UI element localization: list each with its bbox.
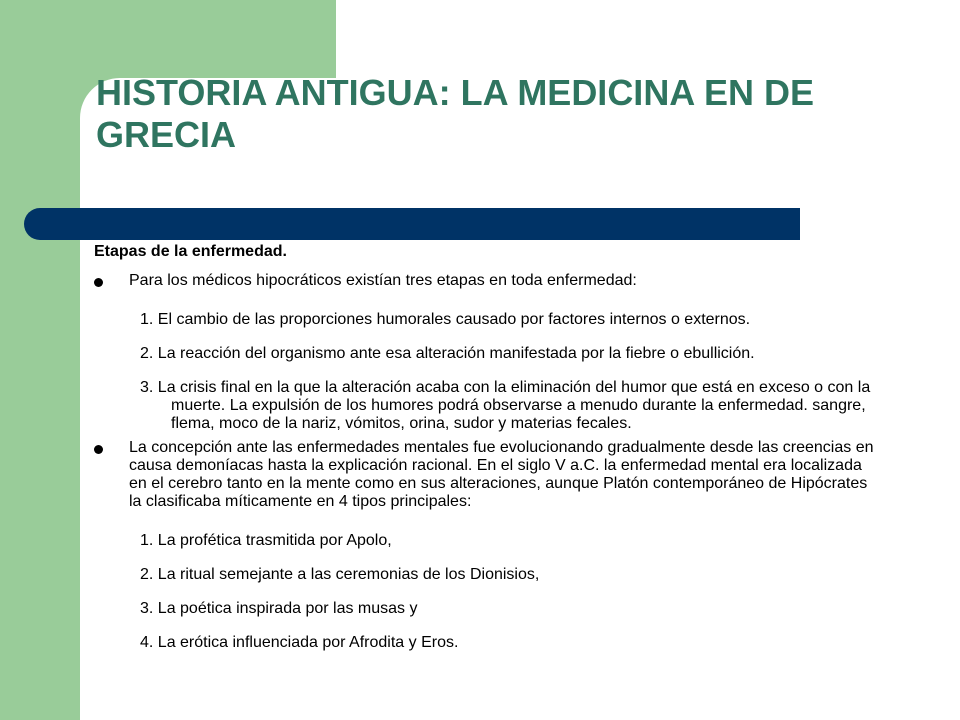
- bullet-mental-illness: La concepción ante las enfermedades mentales fue evolucionando gradualmente desde las creencias en causa demoníacas hasta la explicación racional. En el siglo V a.C. la enfermedad mental era localizada en el cerebro tanto en la mente como en sus alteraciones, aunque Platón contemporáneo de Hipócrates la clasificaba míticamente en 4 tipos principales:: [94, 439, 884, 511]
- slide-title: HISTORIA ANTIGUA: LA MEDICINA EN DE GRECIA: [96, 72, 814, 155]
- stage-item: 3. La crisis final en la que la alteración acaba con la eliminación del humor que está en exceso o con la muerte. La expulsión de los humores podrá observarse a menudo durante la enfermedad. sangre, flema, moco de la nariz, vómitos, orina, sudor y materias fecales.: [140, 379, 871, 432]
- type-item: 3. La poética inspirada por las musas y: [140, 600, 418, 617]
- type-item: 4. La erótica influenciada por Afrodita y Eros.: [140, 634, 459, 651]
- stage-item: 2. La reacción del organismo ante esa alteración manifestada por la fiebre o ebullición.: [140, 345, 755, 362]
- stage-item: 1. El cambio de las proporciones humorales causado por factores internos o externos.: [140, 311, 751, 328]
- bullet-stages-intro: Para los médicos hipocráticos existían tres etapas en toda enfermedad:: [94, 272, 884, 290]
- slide-body: [94, 243, 884, 659]
- section-heading: Etapas de la enfermedad.: [94, 243, 287, 260]
- type-item: 2. La ritual semejante a las ceremonias de los Dionisios,: [140, 566, 540, 583]
- green-decoration-left: [0, 0, 80, 720]
- type-item: 1. La profética trasmitida por Apolo,: [140, 532, 392, 549]
- title-divider-bar: [24, 208, 800, 240]
